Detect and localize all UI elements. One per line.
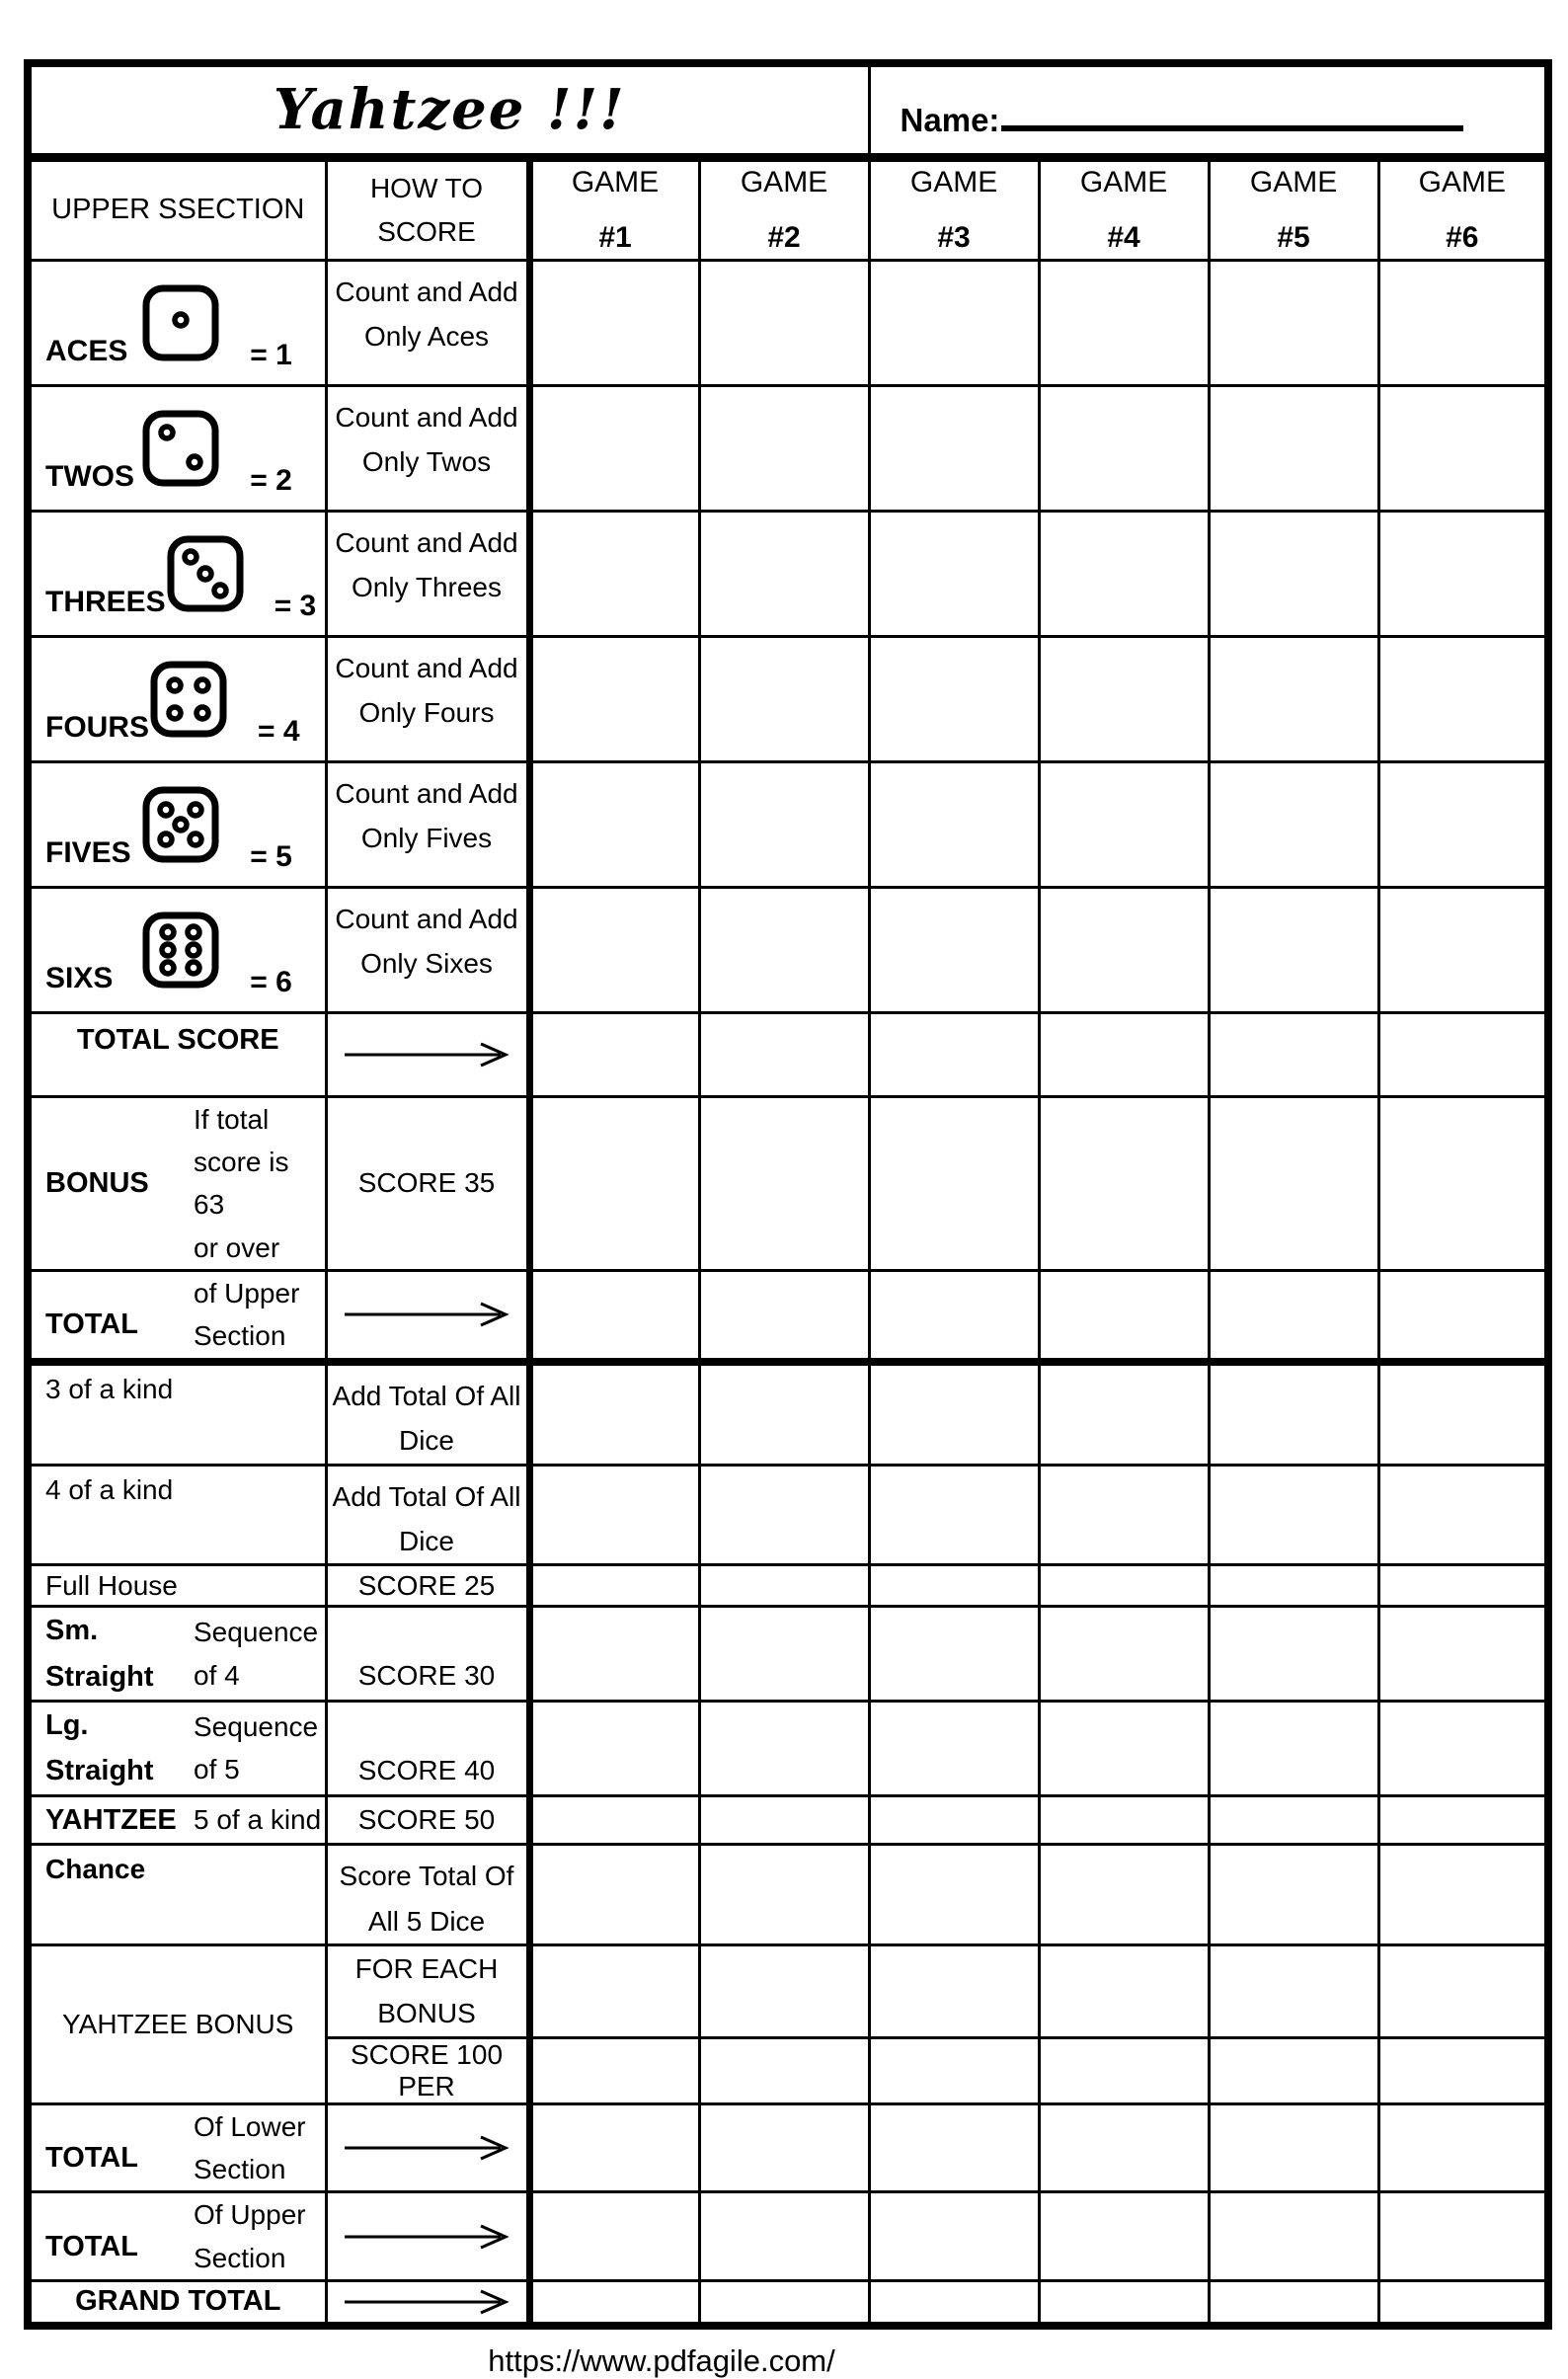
score-cell[interactable]: [699, 2281, 869, 2326]
arrow-right-icon: [341, 1040, 513, 1070]
score-cell[interactable]: [869, 636, 1039, 761]
row-label-aces: ACES = 1: [28, 260, 326, 385]
how-to-score-yahtzee: SCORE 50: [326, 1795, 529, 1844]
name-cell: [869, 63, 1548, 157]
how-to-score-header: HOW TO SCORE: [326, 157, 529, 260]
score-cell[interactable]: [1378, 1565, 1548, 1607]
upper-section-header: [28, 157, 326, 260]
score-cell[interactable]: [869, 1012, 1039, 1096]
score-cell[interactable]: [1378, 1944, 1548, 2037]
score-cell[interactable]: [699, 1795, 869, 1844]
score-cell[interactable]: [1209, 1012, 1378, 1096]
score-cell[interactable]: [699, 1607, 869, 1702]
score-cell[interactable]: [1209, 1702, 1378, 1796]
score-cell[interactable]: [869, 1465, 1039, 1565]
score-cell[interactable]: [699, 1565, 869, 1607]
row-label-chance: Chance: [28, 1845, 326, 1945]
score-cell[interactable]: [869, 1702, 1039, 1796]
score-cell[interactable]: [1378, 2103, 1548, 2192]
page-title: Yahtzee !!!: [273, 77, 626, 143]
footer: [0, 2343, 1323, 2379]
score-cell[interactable]: [1209, 887, 1378, 1012]
score-cell[interactable]: [1378, 1362, 1548, 1465]
arrow-right-icon: [341, 1300, 513, 1329]
score-cell[interactable]: [529, 1845, 699, 1945]
score-cell[interactable]: [529, 1702, 699, 1796]
score-cell[interactable]: [1039, 1845, 1209, 1945]
score-cell[interactable]: [1209, 1944, 1378, 2037]
score-cell[interactable]: [699, 1271, 869, 1362]
score-cell[interactable]: [869, 1565, 1039, 1607]
score-cell[interactable]: [699, 2037, 869, 2103]
score-cell[interactable]: [529, 385, 699, 511]
row-label-total-lower-section: TOTAL Of Lower Section: [28, 2103, 326, 2192]
score-cell[interactable]: [1039, 1096, 1209, 1271]
score-cell[interactable]: [529, 1362, 699, 1465]
score-cell[interactable]: [699, 1096, 869, 1271]
score-cell[interactable]: [529, 1012, 699, 1096]
score-cell[interactable]: [1378, 1795, 1548, 1844]
score-cell[interactable]: [1039, 385, 1209, 511]
score-cell[interactable]: [1209, 1795, 1378, 1844]
score-cell[interactable]: [1209, 1565, 1378, 1607]
score-cell[interactable]: [1209, 1465, 1378, 1565]
game-2-header: GAME #2: [699, 157, 869, 260]
how-to-score-total-upper-b: [326, 2192, 529, 2281]
how-to-score-grand-total: [326, 2281, 529, 2326]
row-label-grand-total: GRAND TOTAL: [28, 2281, 326, 2326]
score-cell[interactable]: [529, 1944, 699, 2037]
score-cell[interactable]: [1209, 2192, 1378, 2281]
score-cell[interactable]: [1378, 385, 1548, 511]
row-label-4-of-a-kind: 4 of a kind: [28, 1465, 326, 1565]
upper-section-label: UPPER SSECTION: [51, 194, 305, 225]
score-cell[interactable]: [1039, 1607, 1209, 1702]
score-cell[interactable]: [699, 1465, 869, 1565]
score-cell[interactable]: [1209, 1271, 1378, 1362]
score-cell[interactable]: [1378, 2281, 1548, 2326]
score-cell[interactable]: [699, 1362, 869, 1465]
how-to-score-lg-straight: SCORE 40: [326, 1702, 529, 1796]
row-label-yahtzee: YAHTZEE 5 of a kind: [28, 1795, 326, 1844]
score-cell[interactable]: [529, 761, 699, 887]
row-label-twos: TWOS = 2: [28, 385, 326, 511]
score-cell[interactable]: [1209, 260, 1378, 385]
how-to-score-total-upper: [326, 1271, 529, 1362]
score-cell[interactable]: [1209, 2103, 1378, 2192]
score-cell[interactable]: [699, 511, 869, 636]
score-cell[interactable]: [529, 1096, 699, 1271]
score-cell[interactable]: [1039, 511, 1209, 636]
row-label-bonus: BONUS If total score is 63 or over: [28, 1096, 326, 1271]
game-3-header: GAME #3: [869, 157, 1039, 260]
name-input-line[interactable]: [1001, 102, 1463, 131]
how-to-score-bonus: SCORE 35: [326, 1096, 529, 1271]
row-label-total-upper: TOTAL of Upper Section: [28, 1271, 326, 1362]
how-to-score-sm-straight: SCORE 30: [326, 1607, 529, 1702]
row-label-sm-straight: Sm. Straight Sequence of 4: [28, 1607, 326, 1702]
how-to-score-total-lower: [326, 2103, 529, 2192]
how-to-score-sixs: Count and Add Only Sixes: [326, 887, 529, 1012]
how-to-score-chance: Score Total Of All 5 Dice: [326, 1845, 529, 1945]
score-cell[interactable]: [869, 1795, 1039, 1844]
score-cell[interactable]: [529, 1607, 699, 1702]
score-cell[interactable]: [1039, 2103, 1209, 2192]
how-to-score-total-score: [326, 1012, 529, 1096]
score-cell[interactable]: [869, 2192, 1039, 2281]
score-cell[interactable]: [1039, 260, 1209, 385]
score-cell[interactable]: [1378, 887, 1548, 1012]
score-cell[interactable]: [1209, 1362, 1378, 1465]
arrow-right-icon: [341, 2133, 513, 2163]
score-cell[interactable]: [1378, 1702, 1548, 1796]
score-cell[interactable]: [529, 2281, 699, 2326]
row-label-total-score: TOTAL SCORE: [28, 1012, 326, 1096]
score-cell[interactable]: [1378, 636, 1548, 761]
score-cell[interactable]: [1378, 260, 1548, 385]
title-cell: [28, 63, 869, 157]
score-cell[interactable]: [1039, 636, 1209, 761]
score-cell[interactable]: [869, 1607, 1039, 1702]
how-to-score-threes: Count and Add Only Threes: [326, 511, 529, 636]
die-6-icon: [141, 911, 220, 990]
score-cell[interactable]: [1209, 1607, 1378, 1702]
game-5-header: GAME #5: [1209, 157, 1378, 260]
score-cell[interactable]: [699, 385, 869, 511]
score-cell[interactable]: [1209, 385, 1378, 511]
score-cell[interactable]: [529, 2103, 699, 2192]
score-cell[interactable]: [1378, 1271, 1548, 1362]
score-cell[interactable]: [869, 260, 1039, 385]
arrow-right-icon: [341, 2288, 513, 2316]
score-cell[interactable]: [529, 1565, 699, 1607]
how-to-score-full-house: SCORE 25: [326, 1565, 529, 1607]
die-3-icon: [166, 534, 245, 613]
score-table: [24, 59, 1552, 2330]
how-to-score-twos: Count and Add Only Twos: [326, 385, 529, 511]
score-cell[interactable]: [869, 385, 1039, 511]
score-cell[interactable]: [1209, 761, 1378, 887]
score-cell[interactable]: [1039, 1795, 1209, 1844]
score-cell[interactable]: [699, 2103, 869, 2192]
score-cell[interactable]: [1039, 1012, 1209, 1096]
score-cell[interactable]: [1378, 1096, 1548, 1271]
score-cell[interactable]: [1209, 1096, 1378, 1271]
score-cell[interactable]: [1378, 1465, 1548, 1565]
row-label-fours: FOURS = 4: [28, 636, 326, 761]
score-cell[interactable]: [869, 2037, 1039, 2103]
row-label-sixs: SIXS = 6: [28, 887, 326, 1012]
score-cell[interactable]: [1039, 1465, 1209, 1565]
score-cell[interactable]: [529, 1465, 699, 1565]
how-to-score-4-of-a-kind: Add Total Of All Dice: [326, 1465, 529, 1565]
score-cell[interactable]: [1039, 761, 1209, 887]
how-to-score-yahtzee-bonus-bottom: SCORE 100 PER: [326, 2037, 529, 2103]
die-4-icon: [149, 660, 228, 739]
score-cell[interactable]: [1039, 1362, 1209, 1465]
score-cell[interactable]: [869, 1271, 1039, 1362]
score-cell[interactable]: [529, 1795, 699, 1844]
die-2-icon: [141, 409, 220, 488]
row-label-total-upper-section: TOTAL Of Upper Section: [28, 2192, 326, 2281]
score-cell[interactable]: [1378, 511, 1548, 636]
die-5-icon: [141, 785, 220, 864]
game-6-header: GAME #6: [1378, 157, 1548, 260]
score-cell[interactable]: [869, 1944, 1039, 2037]
score-cell[interactable]: [869, 511, 1039, 636]
score-cell[interactable]: [869, 1096, 1039, 1271]
row-label-fives: FIVES = 5: [28, 761, 326, 887]
score-cell[interactable]: [699, 1944, 869, 2037]
game-1-header: GAME #1: [529, 157, 699, 260]
score-cell[interactable]: [869, 1845, 1039, 1945]
score-cell[interactable]: [1039, 1702, 1209, 1796]
row-label-full-house: Full House: [28, 1565, 326, 1607]
score-cell[interactable]: [1378, 2037, 1548, 2103]
row-label-yahtzee-bonus: YAHTZEE BONUS: [28, 1944, 326, 2103]
score-cell[interactable]: [1378, 2192, 1548, 2281]
how-to-score-3-of-a-kind: Add Total Of All Dice: [326, 1362, 529, 1465]
row-label-lg-straight: Lg. Straight Sequence of 5: [28, 1702, 326, 1796]
score-cell[interactable]: [699, 2192, 869, 2281]
score-cell[interactable]: [699, 260, 869, 385]
score-cell[interactable]: [1209, 2037, 1378, 2103]
how-to-score-yahtzee-bonus-top: FOR EACH BONUS: [326, 1944, 529, 2037]
arrow-right-icon: [341, 2222, 513, 2252]
score-cell[interactable]: [1209, 1845, 1378, 1945]
score-cell[interactable]: [699, 1845, 869, 1945]
how-to-score-fours: Count and Add Only Fours: [326, 636, 529, 761]
score-cell[interactable]: [869, 2281, 1039, 2326]
row-label-threes: THREES = 3: [28, 511, 326, 636]
score-cell[interactable]: [529, 2037, 699, 2103]
score-cell[interactable]: [1039, 2192, 1209, 2281]
score-cell[interactable]: [1039, 1944, 1209, 2037]
name-label: Name:: [900, 101, 1000, 138]
row-label-3-of-a-kind: 3 of a kind: [28, 1362, 326, 1465]
score-cell[interactable]: [1039, 1565, 1209, 1607]
score-cell[interactable]: [1209, 636, 1378, 761]
score-cell[interactable]: [1378, 761, 1548, 887]
score-cell[interactable]: [529, 511, 699, 636]
score-cell[interactable]: [529, 636, 699, 761]
score-cell[interactable]: [1209, 511, 1378, 636]
score-cell[interactable]: [1378, 1012, 1548, 1096]
score-cell[interactable]: [529, 260, 699, 385]
score-cell[interactable]: [699, 636, 869, 761]
score-cell[interactable]: [699, 887, 869, 1012]
score-cell[interactable]: [529, 1271, 699, 1362]
score-cell[interactable]: [869, 887, 1039, 1012]
game-4-header: GAME #4: [1039, 157, 1209, 260]
score-cell[interactable]: [529, 2192, 699, 2281]
footer-url[interactable]: https://www.pdfagile.com/: [488, 2342, 835, 2378]
score-cell[interactable]: [699, 761, 869, 887]
score-cell[interactable]: [529, 887, 699, 1012]
score-cell[interactable]: [1378, 1845, 1548, 1945]
score-cell[interactable]: [1039, 1271, 1209, 1362]
score-cell[interactable]: [1039, 2037, 1209, 2103]
die-1-icon: [141, 283, 220, 362]
score-cell[interactable]: [869, 1362, 1039, 1465]
how-to-score-aces: Count and Add Only Aces: [326, 260, 529, 385]
score-cell[interactable]: [1039, 2281, 1209, 2326]
score-cell[interactable]: [1209, 2281, 1378, 2326]
score-cell[interactable]: [1039, 887, 1209, 1012]
score-cell[interactable]: [699, 1012, 869, 1096]
how-to-score-fives: Count and Add Only Fives: [326, 761, 529, 887]
score-cell[interactable]: [1378, 1607, 1548, 1702]
score-cell[interactable]: [699, 1702, 869, 1796]
score-cell[interactable]: [869, 761, 1039, 887]
score-cell[interactable]: [869, 2103, 1039, 2192]
